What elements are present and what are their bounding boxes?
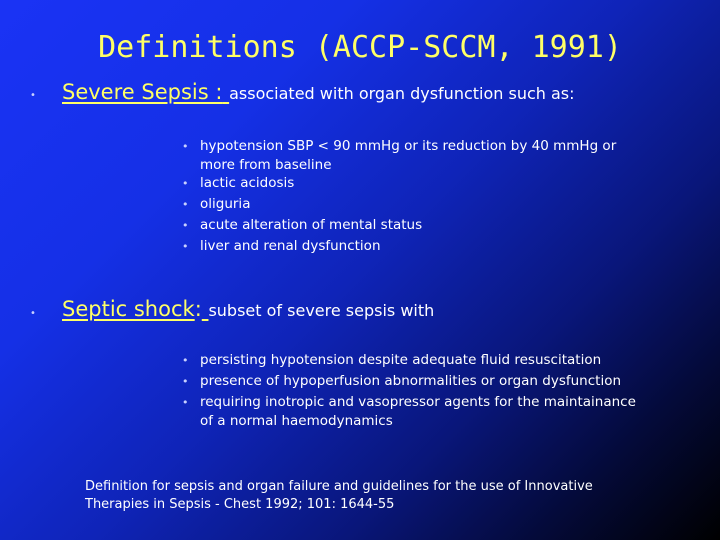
list-item-continuation: more from baseline — [200, 157, 332, 173]
severe-sepsis-term: Severe Sepsis : — [62, 80, 223, 104]
bullet-icon: • — [182, 140, 189, 153]
bullet-icon: • — [182, 219, 189, 232]
severe-sepsis-list — [182, 136, 682, 257]
list-item: • presence of hypoperfusion abnormalities or organ dysfunction — [182, 371, 692, 392]
bullet-icon: • — [30, 90, 36, 101]
list-item: • persisting hypotension despite adequate fluid resuscitation — [182, 350, 692, 371]
severe-sepsis-heading — [62, 80, 575, 104]
bullet-icon: • — [182, 375, 189, 388]
list-item: • hypotension SBP < 90 mmHg or its reduction by 40 mmHg or more from baseline — [182, 136, 682, 173]
bullet-icon: • — [182, 198, 189, 211]
reference-line-2: Therapies in Sepsis - Chest 1992; 101: 1644-55 — [85, 497, 395, 512]
bullet-icon: • — [182, 177, 189, 190]
septic-shock-list — [182, 350, 692, 429]
list-item: • acute alteration of mental status — [182, 215, 682, 236]
list-item-continuation: of a normal haemodynamics — [200, 413, 393, 429]
list-item: • oliguria — [182, 194, 682, 215]
bullet-icon: • — [182, 240, 189, 253]
septic-shock-definition: subset of severe sepsis with — [208, 301, 435, 320]
bullet-icon: • — [30, 308, 36, 319]
reference-citation — [85, 478, 645, 514]
severe-sepsis-definition: associated with organ dysfunction such as: — [229, 84, 575, 103]
reference-line-1: Definition for sepsis and organ failure and guidelines for the use of Innovative — [85, 479, 593, 494]
list-item: • lactic acidosis — [182, 173, 682, 194]
bullet-icon: • — [182, 354, 189, 367]
list-item: • liver and renal dysfunction — [182, 236, 682, 257]
list-item: • requiring inotropic and vasopressor agents for the maintainance of a normal haemodynamics — [182, 392, 692, 429]
septic-shock-term: Septic shock — [62, 297, 195, 321]
septic-shock-heading — [62, 297, 434, 321]
bullet-icon: • — [182, 396, 189, 409]
slide-title: Definitions (ACCP-SCCM, 1991) — [98, 30, 622, 65]
septic-shock-colon: : — [194, 297, 202, 321]
